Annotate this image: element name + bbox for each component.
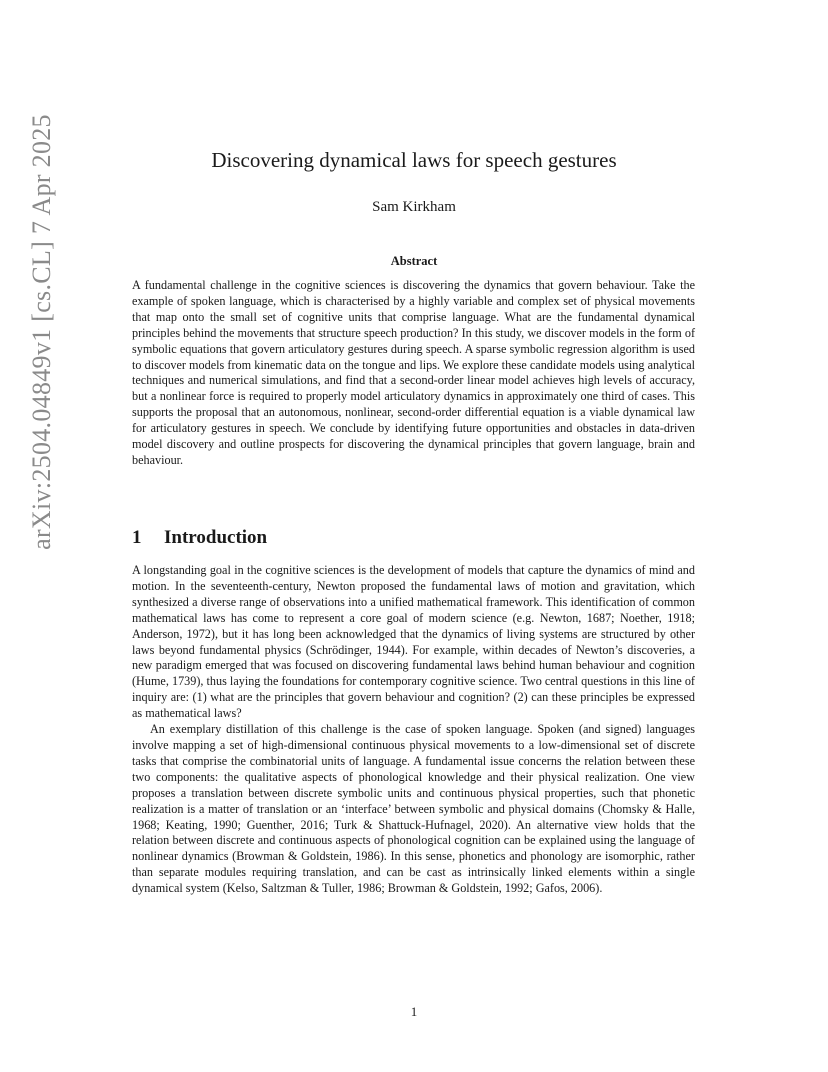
arxiv-identifier: arXiv:2504.04849v1 [cs.CL] 7 Apr 2025 — [27, 114, 56, 550]
section-title: Introduction — [164, 527, 268, 548]
author-name: Sam Kirkham — [372, 199, 456, 215]
section-body — [132, 563, 695, 897]
section-heading — [132, 527, 267, 549]
section-number: 1 — [132, 527, 142, 548]
body-paragraph: An exemplary distillation of this challenge is the case of spoken language. Spoken (and signed) languages involve mapping a set of high-dimensional continuous physical movements to a low-dimensional set of discrete tasks that comprise the combinatorial units of language. A fundamental issue concerns the relation between these two components: the qualitative aspects of phonological knowledge and their physical realization. One view proposes a translation between discrete symbolic units and continuous physical properties, such that phonetic realization is a matter of translation or an ‘interface’ between symbolic and physical domains (Chomsky & Halle, 1968; Keating, 1990; Guenther, 2016; Turk & Shattuck-Hufnagel, 2020). An alternative view holds that the relation between discrete and continuous aspects of phonological cognition can be explained using the language of nonlinear dynamics (Browman & Goldstein, 1986). In this sense, phonetics and phonology are isomorphic, rather than separate modules requiring translation, and can be cast as intrinsically linked elements within a single dynamical system (Kelso, Saltzman & Tuller, 1986; Browman & Goldstein, 1992; Gafos, 2006). — [132, 722, 695, 896]
abstract-text: A fundamental challenge in the cognitive sciences is discovering the dynamics that govern behaviour. Take the example of spoken language, which is characterised by a highly variable and complex set of physical movements that map onto the small set of cognitive units that comprise language. What are the fundamental dynamical principles behind the movements that structure speech production? In this study, we discover models in the form of symbolic equations that govern articulatory gestures during speech. A sparse symbolic regression algorithm is used to discover models from kinematic data on the tongue and lips. We explore these candidate models using analytical techniques and numerical simulations, and find that a second-order linear model achieves high levels of accuracy, but a nonlinear force is required to properly model articulatory dynamics in approximately one third of cases. This supports the proposal that an autonomous, nonlinear, second-order differential equation is a viable dynamical law for articulatory gestures in speech. We conclude by identifying future opportunities and obstacles in data-driven model discovery and outline prospects for discovering the dynamical principles that govern language, brain and behaviour. — [132, 278, 695, 467]
abstract-heading: Abstract — [390, 254, 438, 268]
page-number: 1 — [410, 1004, 418, 1019]
paper-title: Discovering dynamical laws for speech gestures — [211, 148, 617, 172]
body-paragraph: A longstanding goal in the cognitive sciences is the development of models that capture the dynamics of mind and motion. In the seventeenth-century, Newton proposed the fundamental laws of motion and gravitation, which synthesized a diverse range of observations into a unified mathematical framework. This identification of common mathematical laws has come to represent a core goal of modern science (e.g. Newton, 1687; Noether, 1918; Anderson, 1972), but it has long been acknowledged that the dynamics of living systems are structured by other laws beyond fundamental physics (Schrödinger, 1944). For example, within decades of Newton’s discoveries, a new paradigm emerged that was focused on discovering fundamental laws behind human behaviour and cognition (Hume, 1739), thus laying the foundations for contemporary cognitive science. Two central questions in this line of inquiry are: (1) what are the principles that govern behaviour and cognition? (2) can these principles be expressed as mathematical laws? — [132, 563, 695, 721]
